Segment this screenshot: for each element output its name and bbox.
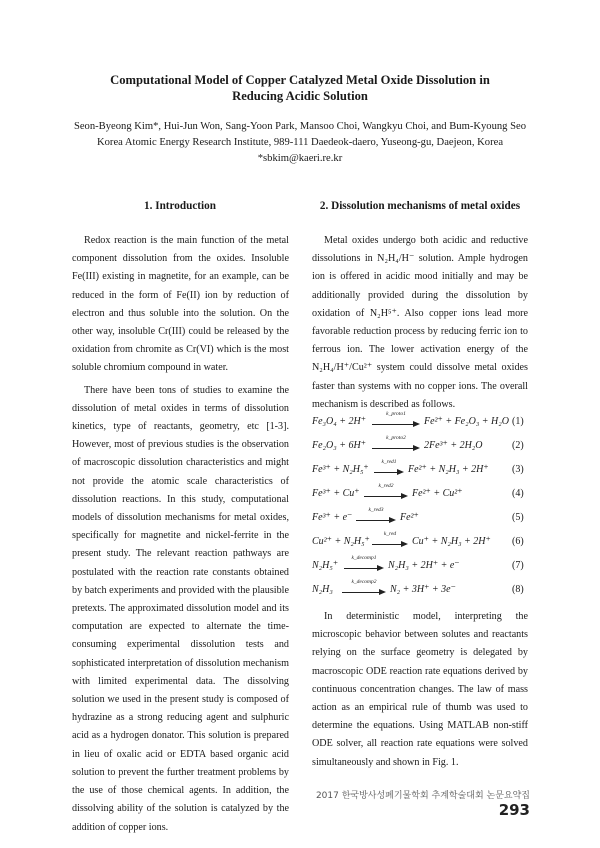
email: *sbkim@kaeri.re.kr (257, 153, 343, 164)
right-column-top (312, 232, 528, 414)
equation-number: (3) (512, 464, 524, 475)
reaction-arrow (364, 485, 408, 499)
equation-number: (1) (512, 416, 524, 427)
equation-lhs: Fe₃O₄ + 2H⁺ (312, 416, 366, 427)
rate-constant: k_decomp1 (351, 555, 377, 561)
equation-rhs: Fe²⁺ + Cu²⁺ (412, 488, 463, 499)
equation-rhs: 2Fe³⁺ + 2H₂O (424, 440, 483, 451)
rate-constant: k_proto2 (386, 435, 406, 441)
equation-number: (5) (512, 512, 524, 523)
equation-8 (312, 578, 532, 600)
journal-name: 2017 한국방사성폐기물학회 추계학술대회 논문요약집 (315, 791, 530, 801)
equation-number: (4) (512, 488, 524, 499)
right-column-bottom (312, 608, 528, 772)
rate-constant: k_proto1 (386, 411, 406, 417)
section-heading-dissolution: 2. Dissolution mechanisms of metal oxides (319, 200, 521, 212)
equation-lhs: Fe³⁺ + Cu⁺ (312, 488, 360, 499)
reaction-arrow (372, 413, 420, 427)
equation-2 (312, 434, 532, 456)
left-column (72, 232, 289, 837)
intro-paragraph-2: There have been tons of studies to examine the dissolution of metal oxides in terms of dissolution kinetics, type of reactants, geometry, etc [1-3]. However, most of previous studies is the observation of macroscopic dissolution characteristics and might not provide the atomic scale characteristics of dissolution reactions. In this study, computational models of dissolution mechanisms for metal oxides, specifically for magnetite and nickel-ferrite in the present study. The relevant reaction pathways are postulated with the reaction rate constants obtained by batch experiments and provided with the plausible pretexts. The approximated dissolution model and its computation are expected to alternate the time-consuming experimental dissolution tests and sophisticated interpretation of dissolution mechanism with limited experimental data. The dissolving solution we used in the present study is composed of hydrazine as a strong reducing agent and sulphuric acid as a hydrogen donator. This solution is prepared in lieu of oxalic acid or EDTA based organic acid solution to prevent the further treatment problems by the use of those chemical agents. In addition, the dissolving ability of the solution is catalyzed by the addition of copper ions. (72, 384, 289, 833)
equation-5 (312, 506, 532, 528)
reaction-arrow (372, 437, 420, 451)
equation-lhs: Fe³⁺ + N₂H₅⁺ (312, 464, 369, 475)
equation-1 (312, 410, 532, 432)
reaction-arrow (372, 533, 408, 547)
equation-6 (312, 530, 532, 552)
equation-number: (8) (512, 584, 524, 595)
rate-constant: k_red1 (381, 459, 397, 465)
section-heading-introduction: 1. Introduction (144, 200, 216, 212)
equation-lhs: N₂H₅⁺ (312, 560, 339, 571)
author-list: Seon-Byeong Kim*, Hui-Jun Won, Sang-Yoon Park, Mansoo Choi, Wangkyu Choi, and Bum-Kyoung Seo (73, 121, 527, 132)
equation-lhs: Fe₂O₃ + 6H⁺ (312, 440, 366, 451)
equation-7 (312, 554, 532, 576)
reaction-arrow (344, 557, 384, 571)
equation-number: (7) (512, 560, 524, 571)
equation-number: (6) (512, 536, 524, 547)
author-block (40, 119, 560, 167)
rate-constant: k_red2 (378, 483, 394, 489)
dissolution-paragraph-1: Metal oxides undergo both acidic and reductive dissolutions in N₂H₄/H⁻ solution. Ample hydrogen ion is offered in acidic mood initially and may be additionally provided during the dissolution by oxidation of N₂H⁵⁺. Also copper ions lead more favorable reduction process by reducing ferric ion to ferrous ion. The lower activation energy of the N₂H₄/H⁺/Cu²⁺ system could dissolve metal oxides faster than systems with no copper ions. The overall mechanism is described as follows. (312, 235, 528, 410)
equation-rhs: N₂H₃ + 2H⁺ + e⁻ (388, 560, 460, 571)
intro-paragraph-1: Redox reaction is the main function of the metal component dissolution from the oxides. Insoluble Fe(III) existing in magnetite, for an example, can be reduced in the form of Fe(II) ion by reduction of electron and thus soluble into the solution. On the other way, insoluble Cr(III) could be released by the oxidation from chromite as Cr(VI) which is the most soluble chromium compound in water. (72, 235, 289, 374)
title-line-2: Reducing Acidic Solution (232, 89, 368, 103)
rate-constant: k_decomp2 (351, 579, 377, 585)
equation-rhs: N₂ + 3H⁺ + 3e⁻ (390, 584, 456, 595)
rate-constant: k_red (383, 531, 397, 537)
page-footer (300, 788, 530, 819)
equation-rhs: Fe²⁺ + Fe₂O₃ + H₂O (424, 416, 509, 427)
equation-rhs: Cu⁺ + N₂H₃ + 2H⁺ (412, 536, 491, 547)
equation-3 (312, 458, 532, 480)
affiliation: Korea Atomic Energy Research Institute, 989-111 Daedeok-daero, Yuseong-gu, Daejeon, Korea (96, 137, 504, 148)
equation-rhs: Fe²⁺ (400, 512, 419, 523)
rate-constant: k_red3 (368, 507, 384, 513)
equation-lhs: N₂H₃ (312, 584, 333, 595)
paper-title (60, 72, 540, 104)
dissolution-paragraph-2: In deterministic model, interpreting the microscopic behavior between solutes and reactants relying on the surface geometry is delegated by macroscopic ODE reaction rate equations derived by continuous concentration changes. The law of mass action as an empirical rule of thumb was used to determine the equations. Using MATLAB non-stiff ODE solver, all reaction rate equations were solved simultaneously and shown in Fig. 1. (312, 611, 528, 768)
equation-rhs: Fe²⁺ + N₂H₃ + 2H⁺ (408, 464, 489, 475)
reaction-arrow (356, 509, 396, 523)
equation-lhs: Fe³⁺ + e⁻ (312, 512, 353, 523)
page-number: 293 (498, 801, 530, 819)
equation-lhs: Cu²⁺ + N₂H₅⁺ (312, 536, 370, 547)
equation-number: (2) (512, 440, 524, 451)
title-line-1: Computational Model of Copper Catalyzed Metal Oxide Dissolution in (110, 73, 490, 87)
reaction-arrow (342, 581, 386, 595)
equation-4 (312, 482, 532, 504)
reaction-arrow (374, 461, 404, 475)
